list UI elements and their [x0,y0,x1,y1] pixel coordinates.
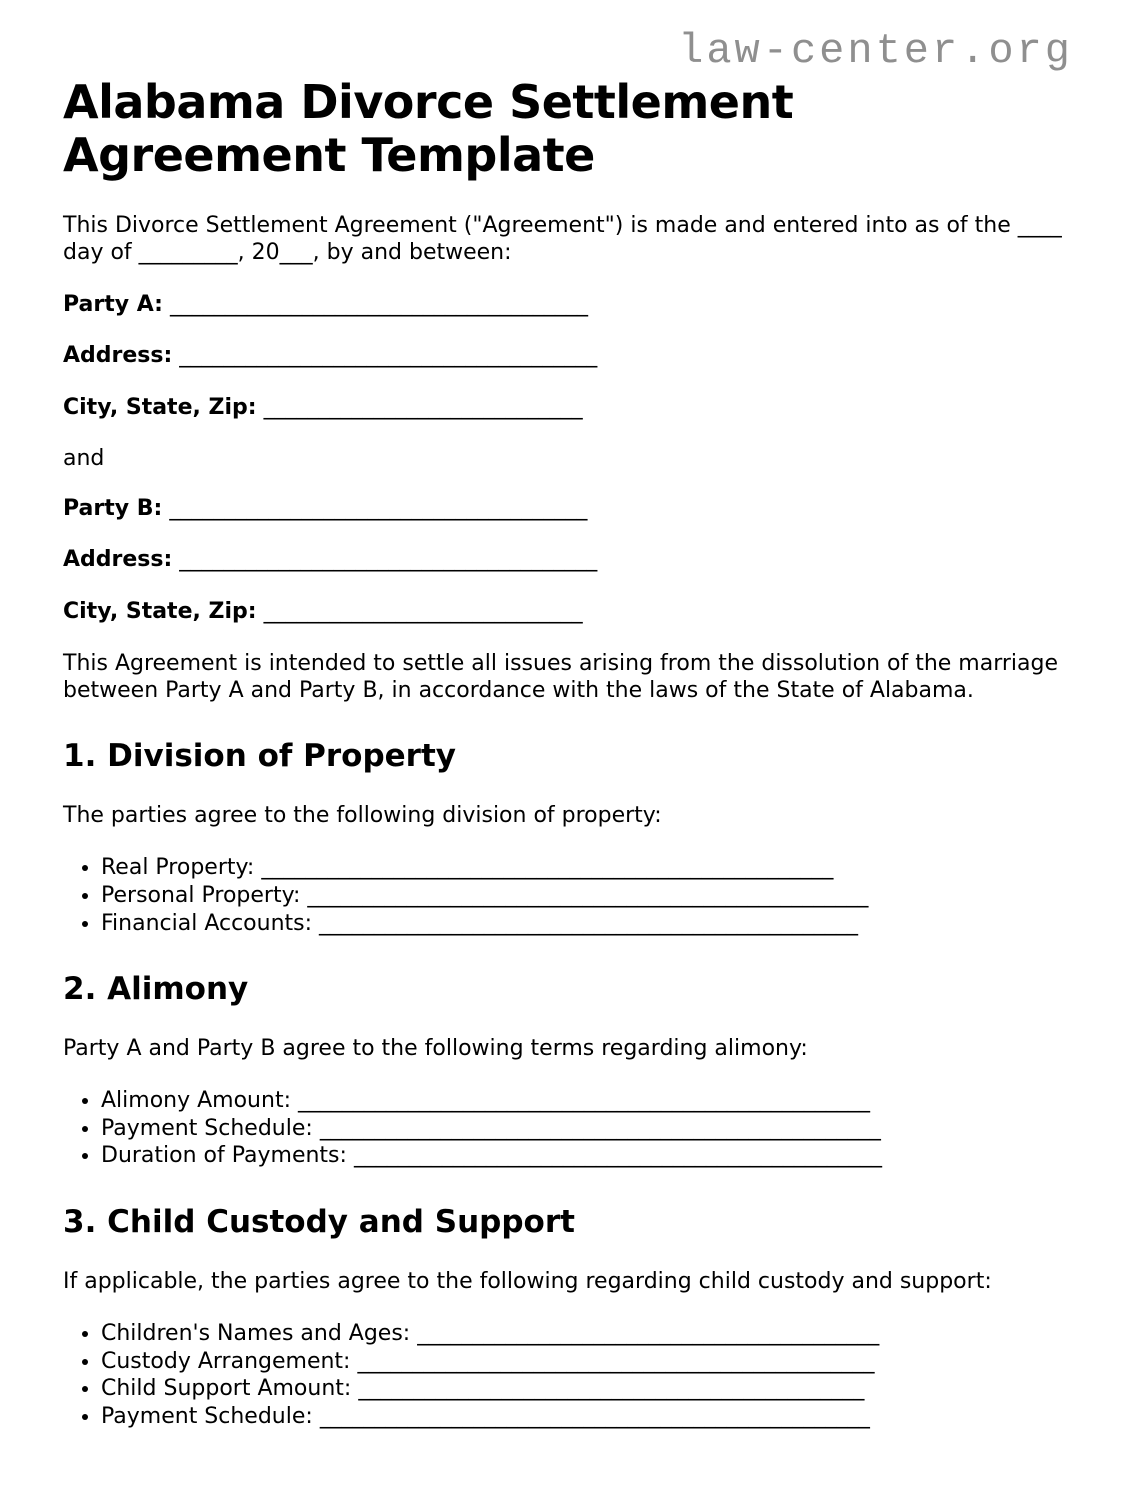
list-item [101,1376,1073,1403]
item-blank: ___________________________________________________ [319,1115,881,1141]
section-1-heading: 1. Division of Property [63,738,456,775]
item-blank: ______________________________________________ [358,1376,865,1402]
item-label: Real Property: [101,855,255,881]
party-a-name-row [63,292,1073,318]
list-item [101,1116,1073,1143]
item-label: Payment Schedule: [101,1115,313,1141]
list-item [101,1404,1073,1431]
section-3-intro: If applicable, the parties agree to the following regarding child custody and support: [63,1269,992,1295]
intro-paragraph: This Divorce Settlement Agreement ("Agreement") is made and entered into as of the ____ day of _________, 20___, by and between: [63,212,1062,265]
party-b-address-blank: ______________________________________ [179,547,598,573]
party-b-name-row [63,496,1073,522]
party-b-address-label: Address: [63,547,173,573]
item-label: Alimony Amount: [101,1088,291,1114]
list-item [101,883,1073,910]
item-blank: __________________________________________________ [319,1403,870,1429]
item-label: Children's Names and Ages: [101,1321,411,1347]
section-3-list [63,1321,1073,1430]
document-title: Alabama Divorce Settlement Agreement Template [63,75,794,182]
list-item [101,1143,1073,1170]
list-item [101,1349,1073,1376]
section-3-heading: 3. Child Custody and Support [63,1204,575,1241]
party-a-address-row [63,343,1073,369]
section-2-heading: 2. Alimony [63,971,249,1008]
site-logo: law-center.org [678,27,1073,75]
party-a-name-label: Party A: [63,291,163,317]
section-1-list [63,855,1073,937]
item-blank: ___________________________________________________ [307,882,869,908]
list-item [101,1321,1073,1348]
party-b-address-row [63,547,1073,573]
item-blank: _________________________________________________ [319,910,859,936]
party-a-city-label: City, State, Zip: [63,394,257,420]
section-2-list [63,1088,1073,1170]
party-a-city-blank: _____________________________ [263,394,583,420]
party-b-city-blank: _____________________________ [263,598,583,624]
item-label: Payment Schedule: [101,1403,313,1429]
item-label: Financial Accounts: [101,910,313,936]
item-label: Child Support Amount: [101,1376,352,1402]
list-item [101,855,1073,882]
party-a-address-label: Address: [63,343,173,369]
item-label: Custody Arrangement: [101,1348,351,1374]
item-label: Personal Property: [101,882,301,908]
list-item [101,1088,1073,1115]
list-item [101,911,1073,938]
section-2-intro: Party A and Party B agree to the following terms regarding alimony: [63,1036,808,1062]
item-label: Duration of Payments: [101,1143,347,1169]
item-blank: __________________________________________ [417,1321,880,1347]
item-blank: _______________________________________________ [357,1348,875,1374]
party-b-city-label: City, State, Zip: [63,598,257,624]
connector-text: and [63,446,105,472]
item-blank: ____________________________________________________ [261,855,834,881]
item-blank: ____________________________________________________ [298,1088,870,1114]
item-blank: ________________________________________________ [353,1143,882,1169]
party-b-name-blank: ______________________________________ [169,496,588,522]
scope-paragraph: This Agreement is intended to settle all issues arising from the dissolution of the marriage between Party A and Party B, in accordance with the laws of the State of Alabama. [63,651,1059,704]
party-a-name-blank: ______________________________________ [169,291,588,317]
party-a-city-row [63,395,1073,421]
party-a-address-blank: ______________________________________ [179,343,598,369]
party-b-name-label: Party B: [63,496,163,522]
section-1-intro: The parties agree to the following division of property: [63,803,662,829]
party-b-city-row [63,599,1073,625]
